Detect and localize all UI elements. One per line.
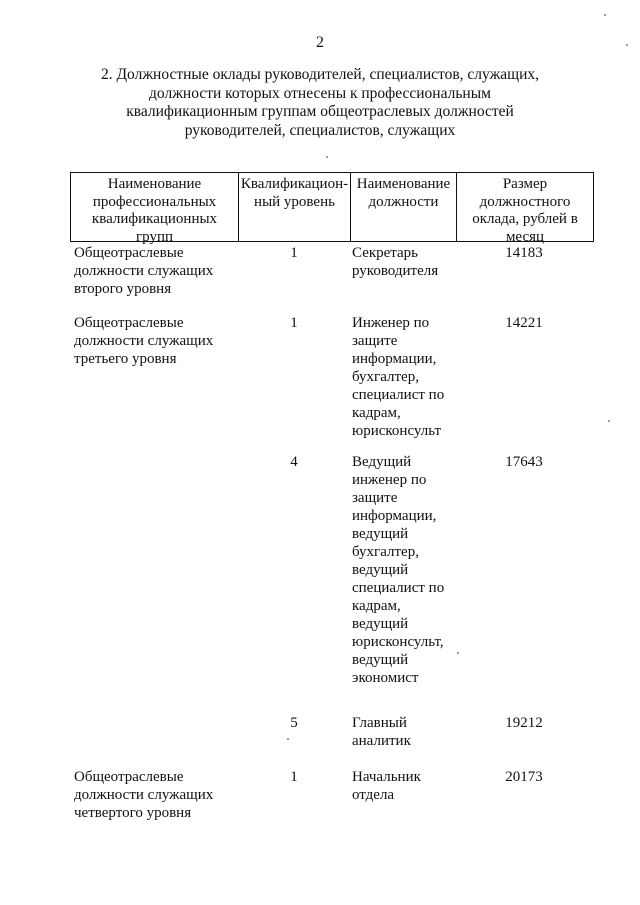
position-line: информации, <box>352 351 437 367</box>
header-line: Наименование <box>107 176 202 192</box>
position-cell <box>352 314 456 440</box>
salary-table <box>70 172 594 821</box>
header-salary-size <box>457 173 593 245</box>
salary-cell: 19212 <box>505 715 543 731</box>
heading-line: 2. Должностные оклады руководителей, специалистов, служащих, <box>100 66 540 83</box>
header-line: профессиональных <box>92 193 217 210</box>
header-position-name <box>351 173 457 241</box>
section-heading <box>80 66 560 140</box>
header-line: групп <box>135 228 173 245</box>
group-line: третьего уровня <box>74 351 177 367</box>
position-line: защите <box>352 490 398 506</box>
group-cell <box>74 314 238 368</box>
position-line: специалист по <box>352 387 445 403</box>
group-line: Общеотраслевые <box>74 769 184 785</box>
scan-speck <box>287 738 289 740</box>
position-line: защите <box>352 333 398 349</box>
salary-cell: 14221 <box>505 315 543 331</box>
scan-speck <box>604 14 606 16</box>
heading-line: должности которых отнесены к профессиональным <box>149 84 491 102</box>
position-cell <box>352 244 456 280</box>
heading-line: квалификационным группам общеотраслевых должностей <box>126 103 514 120</box>
position-line: кадрам, <box>352 598 401 614</box>
group-cell <box>74 768 238 822</box>
position-line: Главный <box>352 715 407 731</box>
position-line: ведущий <box>352 562 409 578</box>
position-line: ведущий <box>352 616 409 632</box>
level-cell: 1 <box>290 245 298 261</box>
position-line: Секретарь <box>352 245 419 261</box>
position-line: Инженер по <box>352 315 430 331</box>
position-line: Начальник <box>352 769 421 785</box>
salary-cell: 17643 <box>505 454 543 470</box>
group-cell <box>74 244 238 298</box>
position-line: юрисконсульт, <box>352 634 444 650</box>
position-line: бухгалтер, <box>352 369 419 385</box>
header-line: Квалификацион- <box>240 176 349 192</box>
header-line: ный уровень <box>254 193 335 210</box>
position-line: Ведущий <box>352 454 412 470</box>
header-line: оклада, рублей в <box>472 211 578 227</box>
position-line: отдела <box>352 787 395 803</box>
group-line: четвертого уровня <box>74 805 192 821</box>
header-line: месяц <box>505 228 545 245</box>
position-line: инженер по <box>352 472 427 488</box>
header-line: Размер <box>502 176 548 192</box>
scan-speck <box>626 44 628 46</box>
level-cell: 1 <box>290 315 298 331</box>
group-line: Общеотраслевые <box>74 315 184 331</box>
scan-speck <box>457 652 459 654</box>
scan-speck <box>608 420 610 422</box>
header-qualification-group <box>71 173 239 245</box>
scan-speck <box>326 156 328 158</box>
header-line: квалификационных <box>91 211 218 227</box>
position-line: специалист по <box>352 580 445 596</box>
position-line: юрисконсульт <box>352 423 442 439</box>
position-line: ведущий <box>352 526 409 542</box>
header-line: должности <box>368 193 439 210</box>
group-line: должности служащих <box>74 333 214 349</box>
group-line: Общеотраслевые <box>74 245 184 261</box>
salary-cell: 14183 <box>505 245 543 261</box>
group-line: второго уровня <box>74 281 172 297</box>
level-cell: 1 <box>290 769 298 785</box>
position-line: экономист <box>352 670 419 686</box>
level-cell: 5 <box>290 715 298 731</box>
group-line: должности служащих <box>74 263 214 279</box>
position-line: аналитик <box>352 733 411 749</box>
page-number: 2 <box>316 34 324 51</box>
position-line: руководителя <box>352 263 439 279</box>
header-line: Наименование <box>356 176 451 192</box>
position-line: бухгалтер, <box>352 544 419 560</box>
position-cell <box>352 453 456 687</box>
header-qualification-level <box>239 173 351 241</box>
position-cell <box>352 714 456 750</box>
salary-cell: 20173 <box>505 769 543 785</box>
position-cell <box>352 768 456 804</box>
position-line: информации, <box>352 508 437 524</box>
heading-line: руководителей, специалистов, служащих <box>184 121 456 139</box>
header-line: должностного <box>479 193 571 210</box>
group-line: должности служащих <box>74 787 214 803</box>
position-line: ведущий <box>352 652 409 668</box>
table-header <box>70 172 594 245</box>
level-cell: 4 <box>290 454 298 470</box>
position-line: кадрам, <box>352 405 401 421</box>
